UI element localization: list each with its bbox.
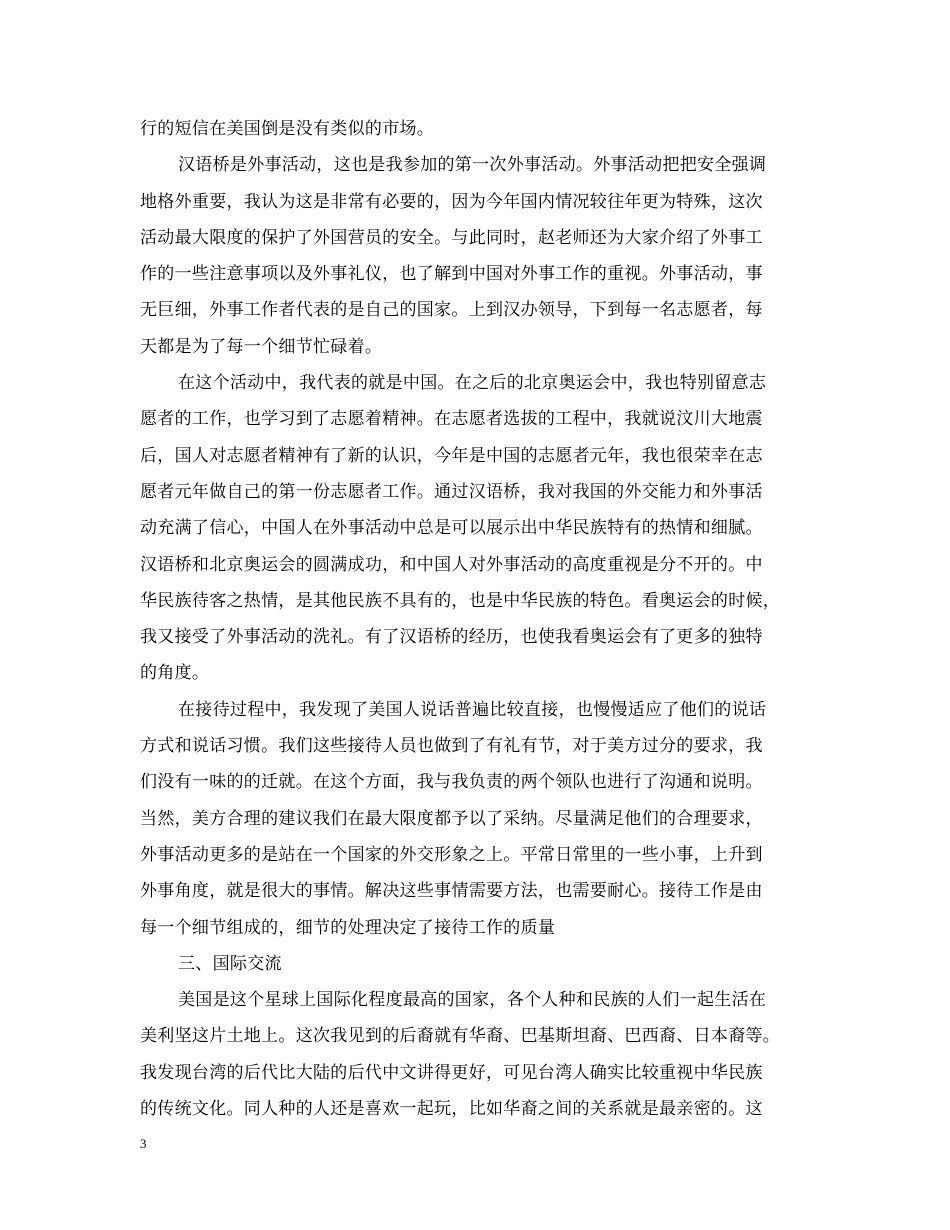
- text-line: 每一个细节组成的，细节的处理决定了接待工作的质量: [140, 917, 556, 938]
- text-line: 外事活动更多的是站在一个国家的外交形象之上。平常日常里的一些小事，上升到: [140, 844, 763, 865]
- text-line: 活动最大限度的保护了外国营员的安全。与此同时，赵老师还为大家介绍了外事工: [140, 227, 763, 248]
- text-line: 华民族待客之热情，是其他民族不具有的，也是中华民族的特色。看奥运会的时候，: [140, 590, 781, 611]
- text-line: 的传统文化。同人种的人还是喜欢一起玩，比如华裔之间的关系就是最亲密的。这: [140, 1099, 763, 1120]
- text-line: 汉语桥和北京奥运会的圆满成功，和中国人对外事活动的高度重视是分不开的。中: [140, 554, 763, 575]
- text-line: 我发现台湾的后代比大陆的后代中文讲得更好，可见台湾人确实比较重视中华民族: [140, 1062, 763, 1083]
- text-line: 行的短信在美国倒是没有类似的市场。: [140, 119, 435, 139]
- text-line: 当然，美方合理的建议我们在最大限度都予以了采纳。尽量满足他们的合理要求，: [140, 808, 763, 829]
- text-line: 在接待过程中，我发现了美国人说话普遍比较直接，也慢慢适应了他们的说话: [178, 699, 767, 720]
- text-line: 美利坚这片土地上。这次我见到的后裔就有华裔、巴基斯坦裔、巴西裔、日本裔等。: [140, 1026, 781, 1047]
- text-line: 愿者元年做自己的第一份志愿者工作。通过汉语桥，我对我国的外交能力和外事活: [140, 481, 763, 502]
- text-line: 外事角度，就是很大的事情。解决这些事情需要方法，也需要耐心。接待工作是由: [140, 881, 763, 902]
- text-line: 方式和说话习惯。我们这些接待人员也做到了有礼有节，对于美方过分的要求，我: [140, 736, 763, 757]
- text-line: 动充满了信心，中国人在外事活动中总是可以展示出中华民族特有的热情和细腻。: [140, 518, 763, 539]
- text-line: 地格外重要，我认为这是非常有必要的，因为今年国内情况较往年更为特殊，这次: [140, 191, 763, 212]
- body-text: [140, 111, 830, 1127]
- text-line: 无巨细，外事工作者代表的是自己的国家。上到汉办领导，下到每一名志愿者，每: [140, 300, 763, 321]
- text-line: 后，国人对志愿者精神有了新的认识，今年是中国的志愿者元年，我也很荣幸在志: [140, 445, 763, 466]
- text-line: 我又接受了外事活动的洗礼。有了汉语桥的经历，也使我看奥运会有了更多的独特: [140, 627, 763, 648]
- text-line: 美国是这个星球上国际化程度最高的国家，各个人种和民族的人们一起生活在: [178, 990, 767, 1011]
- text-line: 们没有一味的的迁就。在这个方面，我与我负责的两个领队也进行了沟通和说明。: [140, 772, 763, 793]
- text-line: 的角度。: [140, 663, 210, 684]
- text-line: 在这个活动中，我代表的就是中国。在之后的北京奥运会中，我也特别留意志: [178, 373, 767, 394]
- text-line: 三、国际交流: [178, 953, 282, 974]
- page-number: 3: [140, 1136, 147, 1151]
- text-line: 汉语桥是外事活动，这也是我参加的第一次外事活动。外事活动把把安全强调: [178, 155, 767, 176]
- text-line: 愿者的工作，也学习到了志愿着精神。在志愿者选拔的工程中，我就说汶川大地震: [140, 409, 763, 430]
- text-line: 作的一些注意事项以及外事礼仪，也了解到中国对外事工作的重视。外事活动，事: [140, 264, 763, 285]
- text-line: 天都是为了每一个细节忙碌着。: [140, 336, 383, 357]
